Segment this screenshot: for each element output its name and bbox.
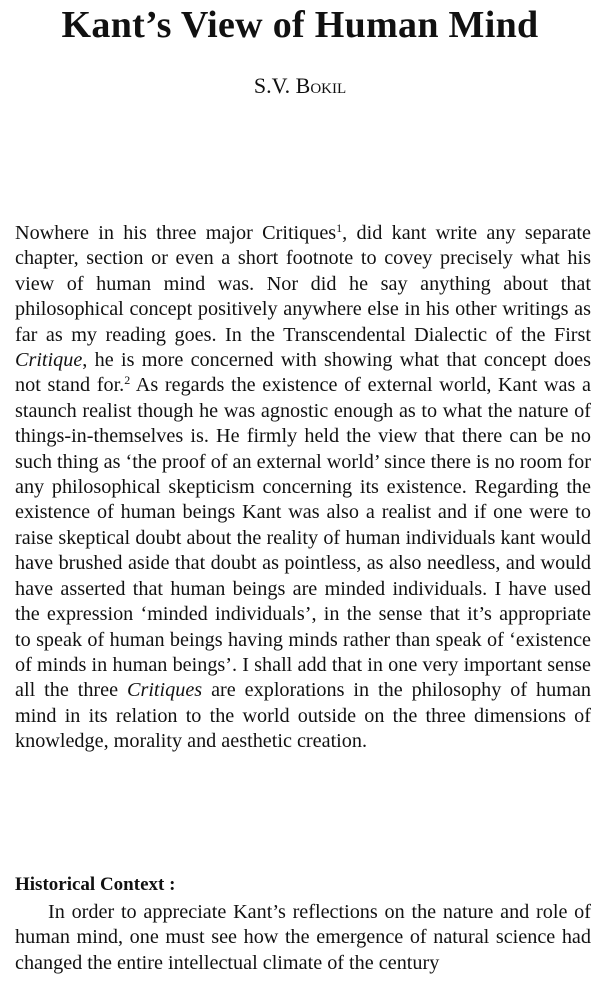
author-initials: S.V. [253,73,296,98]
footnote-marker-1: 1 [336,221,343,235]
author-surname: Bokil [295,73,347,98]
author-name [0,72,600,100]
paragraph1-sentence-4: As regards the existence of external world, Kant was a staunch realist though he was agnostic enough as to what the nature of things-in-themselves is. He firmly held the view that there can be no such thing as ‘the proof of an external world’ since there is no room for any philosophical skepticism concerning its existence. Regarding the existence of human beings Kant was also a realist and if one were to raise skeptical doubt about the reality of human individuals kant would have brushed aside that doubt as pointless, as also needless, and would have asserted that human beings are minded individuals. I have used the expression ‘minded individuals’, in the sense that it’s appropriate to speak of human beings having minds rather than speak of ‘existence of minds in human beings’. I shall add that in one very important sense all the three [15,374,591,702]
paragraph1-sentence-5: are explorations in the philosophy of human mind in its relation to the world outside on the three dimensions of knowledge, morality and aesthetic creation. [15,679,592,753]
critiques-italic: Critiques [127,679,203,702]
paragraph1-sentence-2: , did kant write any separate chapter, section or even a short footnote to covey precisely what his view of human mind was. Nor did he say anything about that philosophical concept positively anywhere else in his other writings as far as my reading goes. In the Transcendental Dialectic of the First [15,222,591,346]
paragraph1-sentence-1: Nowhere in his three major Critiques [15,222,337,244]
article-title: Kant’s View of Human Mind [61,4,539,46]
body-paragraph-2: In order to appreciate Kant’s reflections on the nature and role of human mind, one must see how the emergence of natural science had changed the entire intellectual climate of the century [15,901,591,974]
critique-italic: Critique [15,349,83,372]
footnote-marker-2: 2 [124,373,131,388]
paragraph1-sentence-3: , he is more concerned with showing what that concept does not stand for. [15,349,591,397]
section-heading: Historical Context : [15,874,176,895]
body-paragraph-1 [15,221,591,755]
